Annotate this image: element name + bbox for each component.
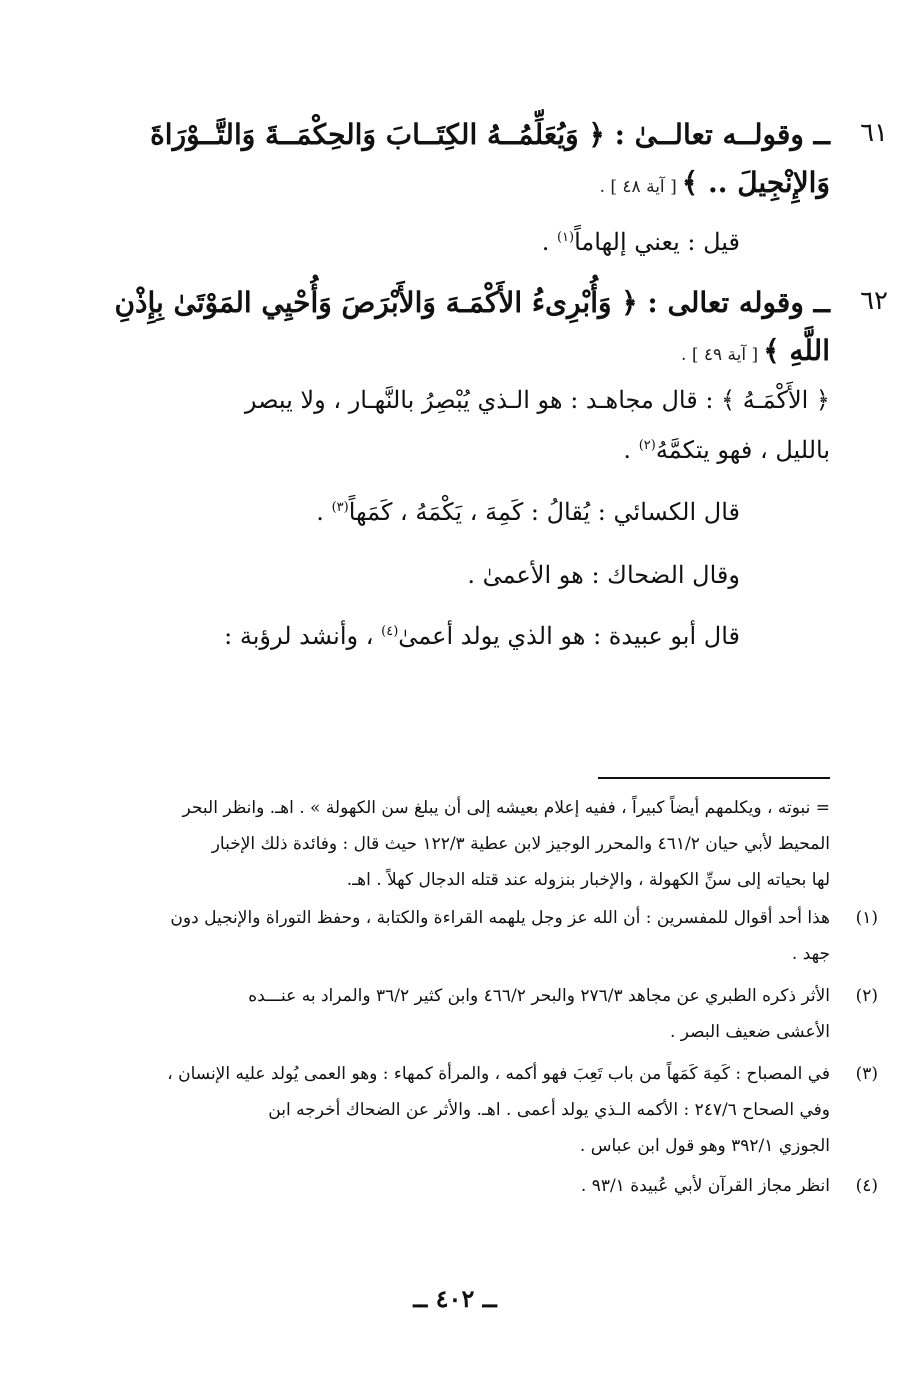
page-number: ــ ٤٠٢ ــ — [413, 1284, 497, 1313]
entry-62-line-2 — [681, 334, 830, 367]
abu-ubayda-text: قال أبو عبيدة : هو الذي يولد أعمىٰ — [398, 622, 740, 650]
footnote-line: الجوزي ٣٩٢/١ وهو قول ابن عباس . — [579, 1136, 830, 1156]
footnote-number: (٤) — [855, 1176, 878, 1196]
entry-number: ٦١ — [860, 118, 888, 148]
footnote-line: = نبوته ، ويكلمهم أيضاً كبيراً ، ففيه إعلام بعيشه إلى أن يبلغ سن الكهولة » . اهـ. وانظر البحر — [182, 798, 830, 818]
verse-text: وَالإِنْجِيلَ .. ﴾ — [681, 166, 830, 199]
footnote-line: لها بحياته إلى سنِّ الكهولة ، والإخبار بنزوله عند قتله الدجال كهلاً . اهـ. — [346, 870, 830, 890]
footnote-line: الأعشى ضعيف البصر . — [669, 1022, 830, 1042]
note-end: . — [541, 228, 550, 256]
verse-text: اللَّهِ ﴾ — [763, 334, 830, 367]
footnote-number: (٢) — [855, 986, 878, 1006]
entry-62-line-1: ــ وقوله تعالى : ﴿ وَأُبْرِىءُ الأَكْمَـهَ وَالأَبْرَصَ وَأُحْيِي المَوْتَىٰ بِإِذْنِ — [114, 286, 830, 319]
entry-61-line-2 — [600, 166, 830, 199]
entry-61-line-1: ــ وقولــه تعالــىٰ : ﴿ وَيُعَلِّمُــهُ الكِتَــابَ وَالحِكْمَــةَ وَالتَّــوْرَاةَ — [150, 118, 830, 151]
entry-61-note — [542, 228, 740, 256]
footnote-marker[interactable]: (٢) — [638, 438, 656, 453]
footnote-marker[interactable]: (٣) — [331, 500, 349, 515]
akmah-definition-line-1: ﴿ الأَكْمَـهُ ﴾ : قال مجاهـد : هو الـذي يُبْصِرُ بالنَّهـار ، ولا يبصر — [244, 386, 830, 414]
footnote-marker[interactable]: (٤) — [381, 624, 399, 639]
footnote-number: (٣) — [855, 1064, 878, 1084]
note-text: قيل : يعني إلهاماً — [574, 228, 740, 256]
footnote-line: جهد . — [791, 944, 830, 964]
footnote-line: الأثر ذكره الطبري عن مجاهد ٢٧٦/٣ والبحر ٤٦٦/٢ وابن كثير ٣٦/٢ والمراد به عنـــده — [248, 986, 830, 1006]
abu-ubayda-quote — [224, 622, 740, 650]
verse-reference: [ آية ٤٨ ] . — [599, 177, 677, 197]
definition-text: بالليل ، فهو يتكمَّهُ — [655, 436, 830, 464]
abu-ubayda-end: ، وأنشد لرؤبة : — [224, 622, 374, 650]
footnote-line: وفي الصحاح ٢٤٧/٦ : الأكمه الـذي يولد أعمى . اهـ. والأثر عن الضحاك أخرجه ابن — [268, 1100, 830, 1120]
kisai-quote — [316, 498, 740, 526]
footnote-number: (١) — [855, 908, 878, 928]
footnote-line: في المصباح : كَمِهَ كَمَهاً من باب تَعِبَ فهو أكمه ، والمرأة كمهاء : وهو العمى يُولد عليه الإنسان ، — [167, 1064, 830, 1084]
footnote-marker[interactable]: (١) — [556, 230, 575, 245]
footnote-line: انظر مجاز القرآن لأبي عُبيدة ٩٣/١ . — [580, 1176, 830, 1196]
footnote-line: هذا أحد أقوال للمفسرين : أن الله عز وجل يلهمه القراءة والكتابة ، وحفظ التوراة والإنجيل دون — [170, 908, 830, 928]
akmah-definition-line-2 — [623, 436, 830, 464]
entry-number: ٦٢ — [860, 286, 888, 316]
kisai-end: . — [316, 498, 324, 526]
kisai-text: قال الكسائي : يُقالُ : كَمِهَ ، يَكْمَهُ ، كَمَهاً — [348, 498, 740, 526]
definition-end: . — [623, 436, 632, 464]
footnote-divider — [598, 777, 830, 779]
footnote-line: المحيط لأبي حيان ٤٦١/٢ والمحرر الوجيز لابن عطية ١٢٢/٣ حيث قال : وفائدة ذلك الإخبار — [211, 834, 830, 854]
dahhak-quote: وقال الضحاك : هو الأعمىٰ . — [467, 561, 740, 589]
verse-reference: [ آية ٤٩ ] . — [681, 345, 759, 365]
